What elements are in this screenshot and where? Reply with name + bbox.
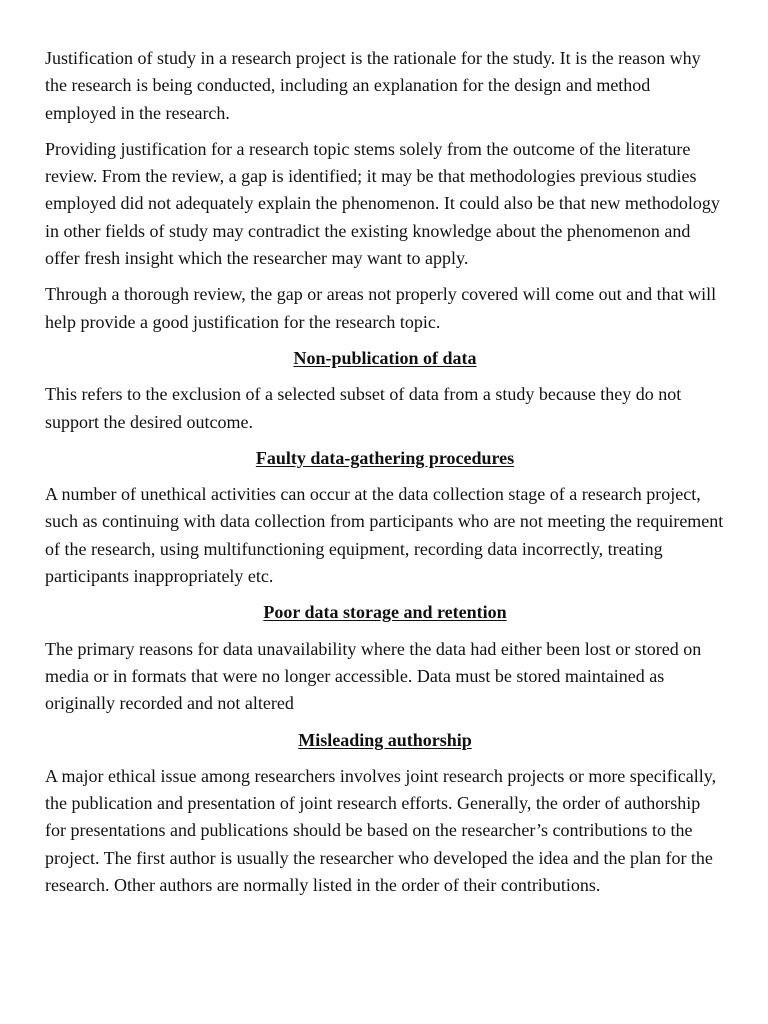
paragraph-faulty-data-gathering: A number of unethical activities can occur at the data collection stage of a research project, such as continuing with data collection from participants who are not meeting the requirement of the research, using multifunctioning equipment, recording data incorrectly, treating participants inappropriately etc.: [45, 484, 724, 587]
paragraph-justification-literature-review: Providing justification for a research topic stems solely from the outcome of the literature review. From the review, a gap is identified; it may be that methodologies previous studies employed did not adequately explain the phenomenon. It could also be that new methodology in other fields of study may contradict the existing knowledge about the phenomenon and offer fresh insight which the researcher may want to apply.: [45, 138, 720, 269]
paragraph-poor-data-storage: The primary reasons for data unavailability where the data had either been lost or stored on media or in formats that were no longer accessible. Data must be stored maintained as originally recorded and not altered: [45, 638, 702, 714]
document-page: [45, 45, 725, 908]
paragraph-justification-definition: Justification of study in a research project is the rationale for the study. It is the reason why the research is being conducted, including an explanation for the design and method employed in the research.: [45, 48, 701, 123]
heading-faulty-data-gathering: Faulty data-gathering procedures: [255, 447, 515, 468]
heading-non-publication-of-data: Non-publication of data: [293, 347, 477, 368]
paragraph-non-publication-of-data: This refers to the exclusion of a selected subset of data from a study because they do not support the desired outcome.: [45, 384, 682, 432]
paragraph-misleading-authorship: A major ethical issue among researchers involves joint research projects or more specifically, the publication and presentation of joint research efforts. Generally, the order of authorship for presentations and publications should be based on the researcher’s contributions to the project. The first author is usually the researcher who developed the idea and the plan for the research. Other authors are normally listed in the order of their contributions.: [45, 765, 717, 896]
heading-misleading-authorship: Misleading authorship: [298, 729, 472, 750]
paragraph-justification-gap: Through a thorough review, the gap or areas not properly covered will come out and that will help provide a good justification for the research topic.: [45, 284, 717, 332]
heading-poor-data-storage: Poor data storage and retention: [263, 602, 507, 623]
